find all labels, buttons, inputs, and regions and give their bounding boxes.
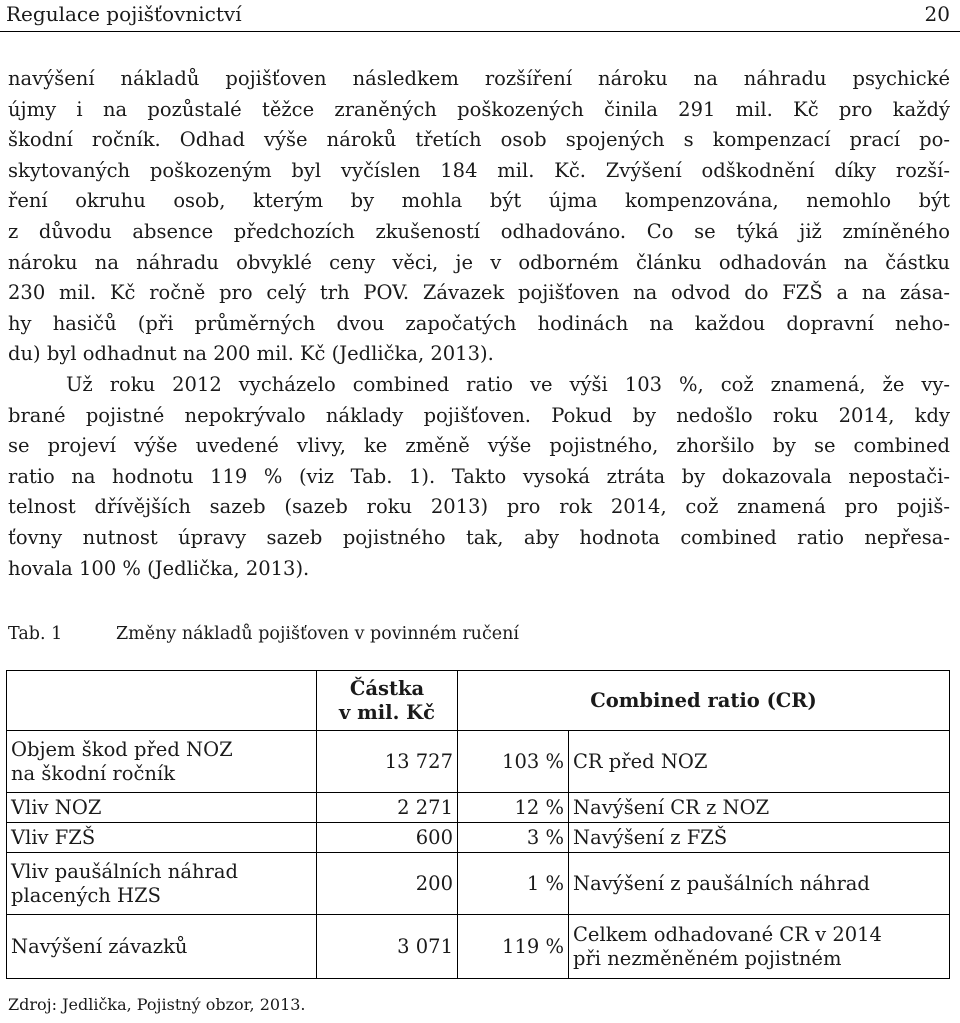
table-header-row [7, 671, 950, 731]
costs-table [6, 670, 950, 979]
description-cell: Navýšení z FZŠ [569, 823, 950, 853]
table-row [7, 731, 950, 793]
amount-cell: 3 071 [317, 915, 458, 979]
amount-cell: 600 [317, 823, 458, 853]
text-line: nároku na náhradu obvyklé ceny věci, je v odborném článku odhadován na částku [8, 250, 950, 274]
amount-header: Částka v mil. Kč [317, 671, 458, 731]
combined-ratio-header: Combined ratio (CR) [458, 671, 950, 731]
text-line: telnost dřívějších sazeb (sazeb roku 2013) pro rok 2014, což znamená pro pojiš- [8, 495, 950, 519]
amount-cell: 13 727 [317, 731, 458, 793]
text-line: 230 mil. Kč ročně pro celý trh POV. Závazek pojišťoven na odvod do FZŠ a na zása- [8, 281, 950, 305]
table-caption: Změny nákladů pojišťoven v povinném ručení [116, 624, 519, 644]
percent-cell: 119 % [458, 915, 569, 979]
table-row [7, 823, 950, 853]
row-label: Vliv NOZ [7, 793, 317, 823]
table-row [7, 915, 950, 979]
running-title: Regulace pojišťovnictví [6, 2, 242, 26]
page-number: 20 [924, 2, 950, 26]
text-line: škodní ročník. Odhad výše nároků třetích osob spojených s kompenzací prací po- [8, 128, 950, 152]
text-line: ření okruhu osob, kterým by mohla být újma kompenzována, nemohlo být [8, 189, 950, 213]
percent-cell: 103 % [458, 731, 569, 793]
description-cell: Navýšení CR z NOZ [569, 793, 950, 823]
text-line: du) byl odhadnut na 200 mil. Kč (Jedlička, 2013). [8, 342, 494, 366]
table-row [7, 793, 950, 823]
amount-cell: 200 [317, 853, 458, 915]
row-label: Navýšení závazků [7, 915, 317, 979]
text-line: brané pojistné nepokrývalo náklady pojišťoven. Pokud by nedošlo roku 2014, kdy [8, 403, 950, 427]
description-cell: Celkem odhadované CR v 2014 při nezměněném pojistném [569, 915, 950, 979]
text-line: újmy i na pozůstalé těžce zraněných poškozených činila 291 mil. Kč pro každý [8, 97, 950, 121]
text-line: skytovaných poškozeným byl vyčíslen 184 mil. Kč. Zvýšení odškodnění díky rozší- [8, 158, 950, 182]
table-row [7, 853, 950, 915]
row-label: Vliv paušálních náhrad placených HZS [7, 853, 317, 915]
text-line: ťovny nutnost úpravy sazeb pojistného tak, aby hodnota combined ratio nepřesa- [8, 525, 950, 549]
page-header [0, 0, 960, 32]
percent-cell: 1 % [458, 853, 569, 915]
percent-cell: 12 % [458, 793, 569, 823]
table-label: Tab. 1 [8, 624, 63, 644]
table-cell [7, 671, 317, 731]
row-label: Objem škod před NOZ na škodní ročník [7, 731, 317, 793]
amount-cell: 2 271 [317, 793, 458, 823]
description-cell: Navýšení z paušálních náhrad [569, 853, 950, 915]
text-line: hy hasičů (při průměrných dvou započatých hodinách na každou dopravní neho- [8, 311, 950, 335]
text-line: Už roku 2012 vycházelo combined ratio ve výši 103 %, což znamená, že vy- [66, 372, 950, 396]
text-line: hovala 100 % (Jedlička, 2013). [8, 556, 310, 580]
text-line: ratio na hodnotu 119 % (viz Tab. 1). Takto vysoká ztráta by dokazovala nepostači- [8, 464, 950, 488]
table-source: Zdroj: Jedlička, Pojistný obzor, 2013. [8, 995, 306, 1014]
description-cell: CR před NOZ [569, 731, 950, 793]
text-line: z důvodu absence předchozích zkušeností odhadováno. Co se týká již zmíněného [8, 219, 950, 243]
row-label: Vliv FZŠ [7, 823, 317, 853]
body-text [8, 64, 950, 584]
percent-cell: 3 % [458, 823, 569, 853]
text-line: se projeví výše uvedené vlivy, ke změně výše pojistného, zhoršilo by se combined [8, 434, 950, 458]
text-line: navýšení nákladů pojišťoven následkem rozšíření nároku na náhradu psychické [8, 67, 950, 90]
